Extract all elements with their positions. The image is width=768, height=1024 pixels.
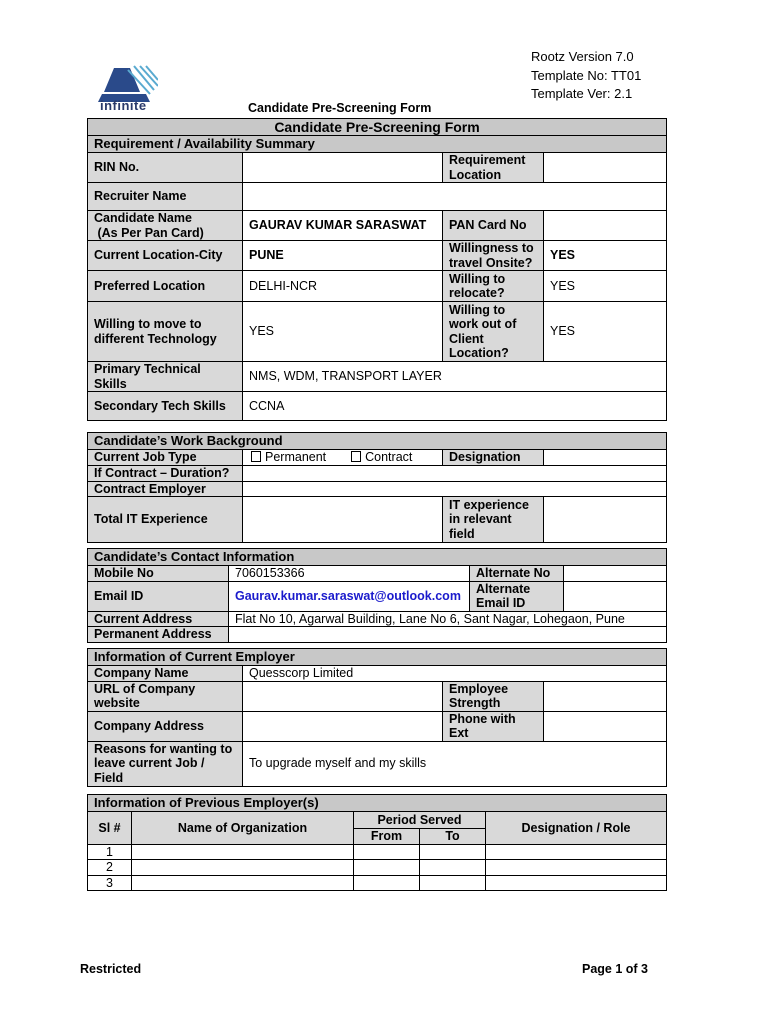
rin-label: RIN No.	[88, 153, 243, 183]
organization-field[interactable]	[132, 875, 354, 891]
current-address-label: Current Address	[88, 611, 229, 627]
alternate-no-field[interactable]	[564, 566, 667, 582]
primary-skills-label: Primary Technical Skills	[88, 362, 243, 392]
alternate-email-label: Alternate Email ID	[470, 581, 564, 611]
designation-label: Designation	[443, 450, 544, 466]
requirement-location-field[interactable]	[544, 153, 667, 183]
work-background-table	[87, 432, 667, 543]
from-field[interactable]	[354, 844, 420, 860]
designation-role-field[interactable]	[486, 860, 667, 876]
contract-label: Contract	[365, 450, 413, 465]
willing-technology-label: Willing to move to different Technology	[88, 302, 243, 362]
contract-duration-label: If Contract – Duration?	[88, 466, 243, 482]
candidate-name-field[interactable]: GAURAV KUMAR SARASWAT	[243, 211, 443, 241]
preferred-location-field[interactable]: DELHI-NCR	[243, 271, 443, 302]
company-name-field[interactable]: Quesscorp Limited	[243, 666, 667, 682]
employee-strength-label: Employee Strength	[443, 681, 544, 711]
logo-text: infinite	[100, 98, 147, 113]
organization-field[interactable]	[132, 860, 354, 876]
previous-employers-table	[87, 794, 667, 891]
permanent-address-field[interactable]	[229, 627, 667, 643]
pan-card-field[interactable]	[544, 211, 667, 241]
contract-checkbox[interactable]	[351, 451, 361, 462]
col-sl-header: Sl #	[88, 812, 132, 845]
form-caption: Candidate Pre-Screening Form	[248, 101, 432, 115]
template-no-text: Template No: TT01	[531, 67, 642, 83]
candidate-name-label	[88, 211, 243, 241]
work-section-title: Candidate’s Work Background	[88, 433, 667, 450]
reasons-label: Reasons for wanting to leave current Job / Field	[88, 741, 243, 786]
candidate-name-label-line1: Candidate Name	[94, 211, 192, 225]
alternate-no-label: Alternate No	[470, 566, 564, 582]
company-name-label: Company Name	[88, 666, 243, 682]
requirement-location-label: Requirement Location	[443, 153, 544, 183]
relevant-it-experience-label: IT experience in relevant field	[443, 497, 544, 543]
recruiter-name-field[interactable]	[243, 183, 667, 211]
row-number: 2	[88, 860, 132, 876]
willing-relocate-label: Willing to relocate?	[443, 271, 544, 302]
form-title: Candidate Pre-Screening Form	[88, 119, 667, 136]
phone-field[interactable]	[544, 711, 667, 741]
current-employer-table	[87, 648, 667, 787]
to-field[interactable]	[420, 860, 486, 876]
requirement-table	[87, 118, 667, 421]
total-it-experience-label: Total IT Experience	[88, 497, 243, 543]
col-from-header: From	[354, 829, 420, 845]
pan-card-label: PAN Card No	[443, 211, 544, 241]
phone-label: Phone with Ext	[443, 711, 544, 741]
designation-role-field[interactable]	[486, 875, 667, 891]
email-field[interactable]: Gaurav.kumar.saraswat@outlook.com	[229, 581, 470, 611]
primary-skills-field[interactable]: NMS, WDM, TRANSPORT LAYER	[243, 362, 667, 392]
employee-strength-field[interactable]	[544, 681, 667, 711]
mobile-label: Mobile No	[88, 566, 229, 582]
col-organization-header: Name of Organization	[132, 812, 354, 845]
current-address-field[interactable]: Flat No 10, Agarwal Building, Lane No 6, Sant Nagar, Lohegaon, Pune	[229, 611, 667, 627]
recruiter-name-label: Recruiter Name	[88, 183, 243, 211]
designation-role-field[interactable]	[486, 844, 667, 860]
col-period-header: Period Served	[354, 812, 486, 829]
permanent-address-label: Permanent Address	[88, 627, 229, 643]
contract-duration-field[interactable]	[243, 466, 667, 482]
email-label: Email ID	[88, 581, 229, 611]
job-type-options	[243, 450, 443, 466]
col-designation-header: Designation / Role	[486, 812, 667, 845]
willing-onsite-field[interactable]: YES	[544, 241, 667, 271]
reasons-field[interactable]: To upgrade myself and my skills	[243, 741, 667, 786]
preferred-location-label: Preferred Location	[88, 271, 243, 302]
current-location-label: Current Location-City	[88, 241, 243, 271]
table-row	[88, 860, 667, 876]
permanent-checkbox[interactable]	[251, 451, 261, 462]
total-it-experience-field[interactable]	[243, 497, 443, 543]
contract-employer-label: Contract Employer	[88, 481, 243, 497]
company-address-label: Company Address	[88, 711, 243, 741]
to-field[interactable]	[420, 875, 486, 891]
contact-table	[87, 548, 667, 643]
table-row	[88, 875, 667, 891]
company-url-field[interactable]	[243, 681, 443, 711]
contract-employer-field[interactable]	[243, 481, 667, 497]
willing-client-location-label: Willing to work out of Client Location?	[443, 302, 544, 362]
rin-field[interactable]	[243, 153, 443, 183]
previous-section-title: Information of Previous Employer(s)	[88, 795, 667, 812]
willing-client-location-field[interactable]: YES	[544, 302, 667, 362]
permanent-label: Permanent	[265, 450, 327, 465]
template-ver-text: Template Ver: 2.1	[531, 86, 633, 101]
version-text: Rootz Version 7.0	[531, 49, 634, 64]
mobile-field[interactable]: 7060153366	[229, 566, 470, 582]
document-meta	[531, 48, 641, 104]
requirement-section-title: Requirement / Availability Summary	[88, 136, 667, 153]
contact-section-title: Candidate’s Contact Information	[88, 549, 667, 566]
employer-section-title: Information of Current Employer	[88, 649, 667, 666]
company-address-field[interactable]	[243, 711, 443, 741]
company-url-label: URL of Company website	[88, 681, 243, 711]
willing-relocate-field[interactable]: YES	[544, 271, 667, 302]
job-type-label: Current Job Type	[88, 450, 243, 466]
candidate-name-label-line2: (As Per Pan Card)	[94, 225, 204, 240]
to-field[interactable]	[420, 844, 486, 860]
relevant-it-experience-field[interactable]	[544, 497, 667, 543]
footer-classification: Restricted	[80, 962, 142, 976]
designation-field[interactable]	[544, 450, 667, 466]
willing-onsite-label: Willingness to travel Onsite?	[443, 241, 544, 271]
from-field[interactable]	[354, 860, 420, 876]
col-to-header: To	[420, 829, 486, 845]
row-number: 3	[88, 875, 132, 891]
willing-technology-field[interactable]: YES	[243, 302, 443, 362]
page-number: Page 1 of 3	[582, 962, 648, 976]
secondary-skills-label: Secondary Tech Skills	[88, 392, 243, 421]
secondary-skills-field[interactable]: CCNA	[243, 392, 667, 421]
row-number: 1	[88, 844, 132, 860]
table-row	[88, 844, 667, 860]
current-location-field[interactable]: PUNE	[243, 241, 443, 271]
from-field[interactable]	[354, 875, 420, 891]
organization-field[interactable]	[132, 844, 354, 860]
alternate-email-field[interactable]	[564, 581, 667, 611]
